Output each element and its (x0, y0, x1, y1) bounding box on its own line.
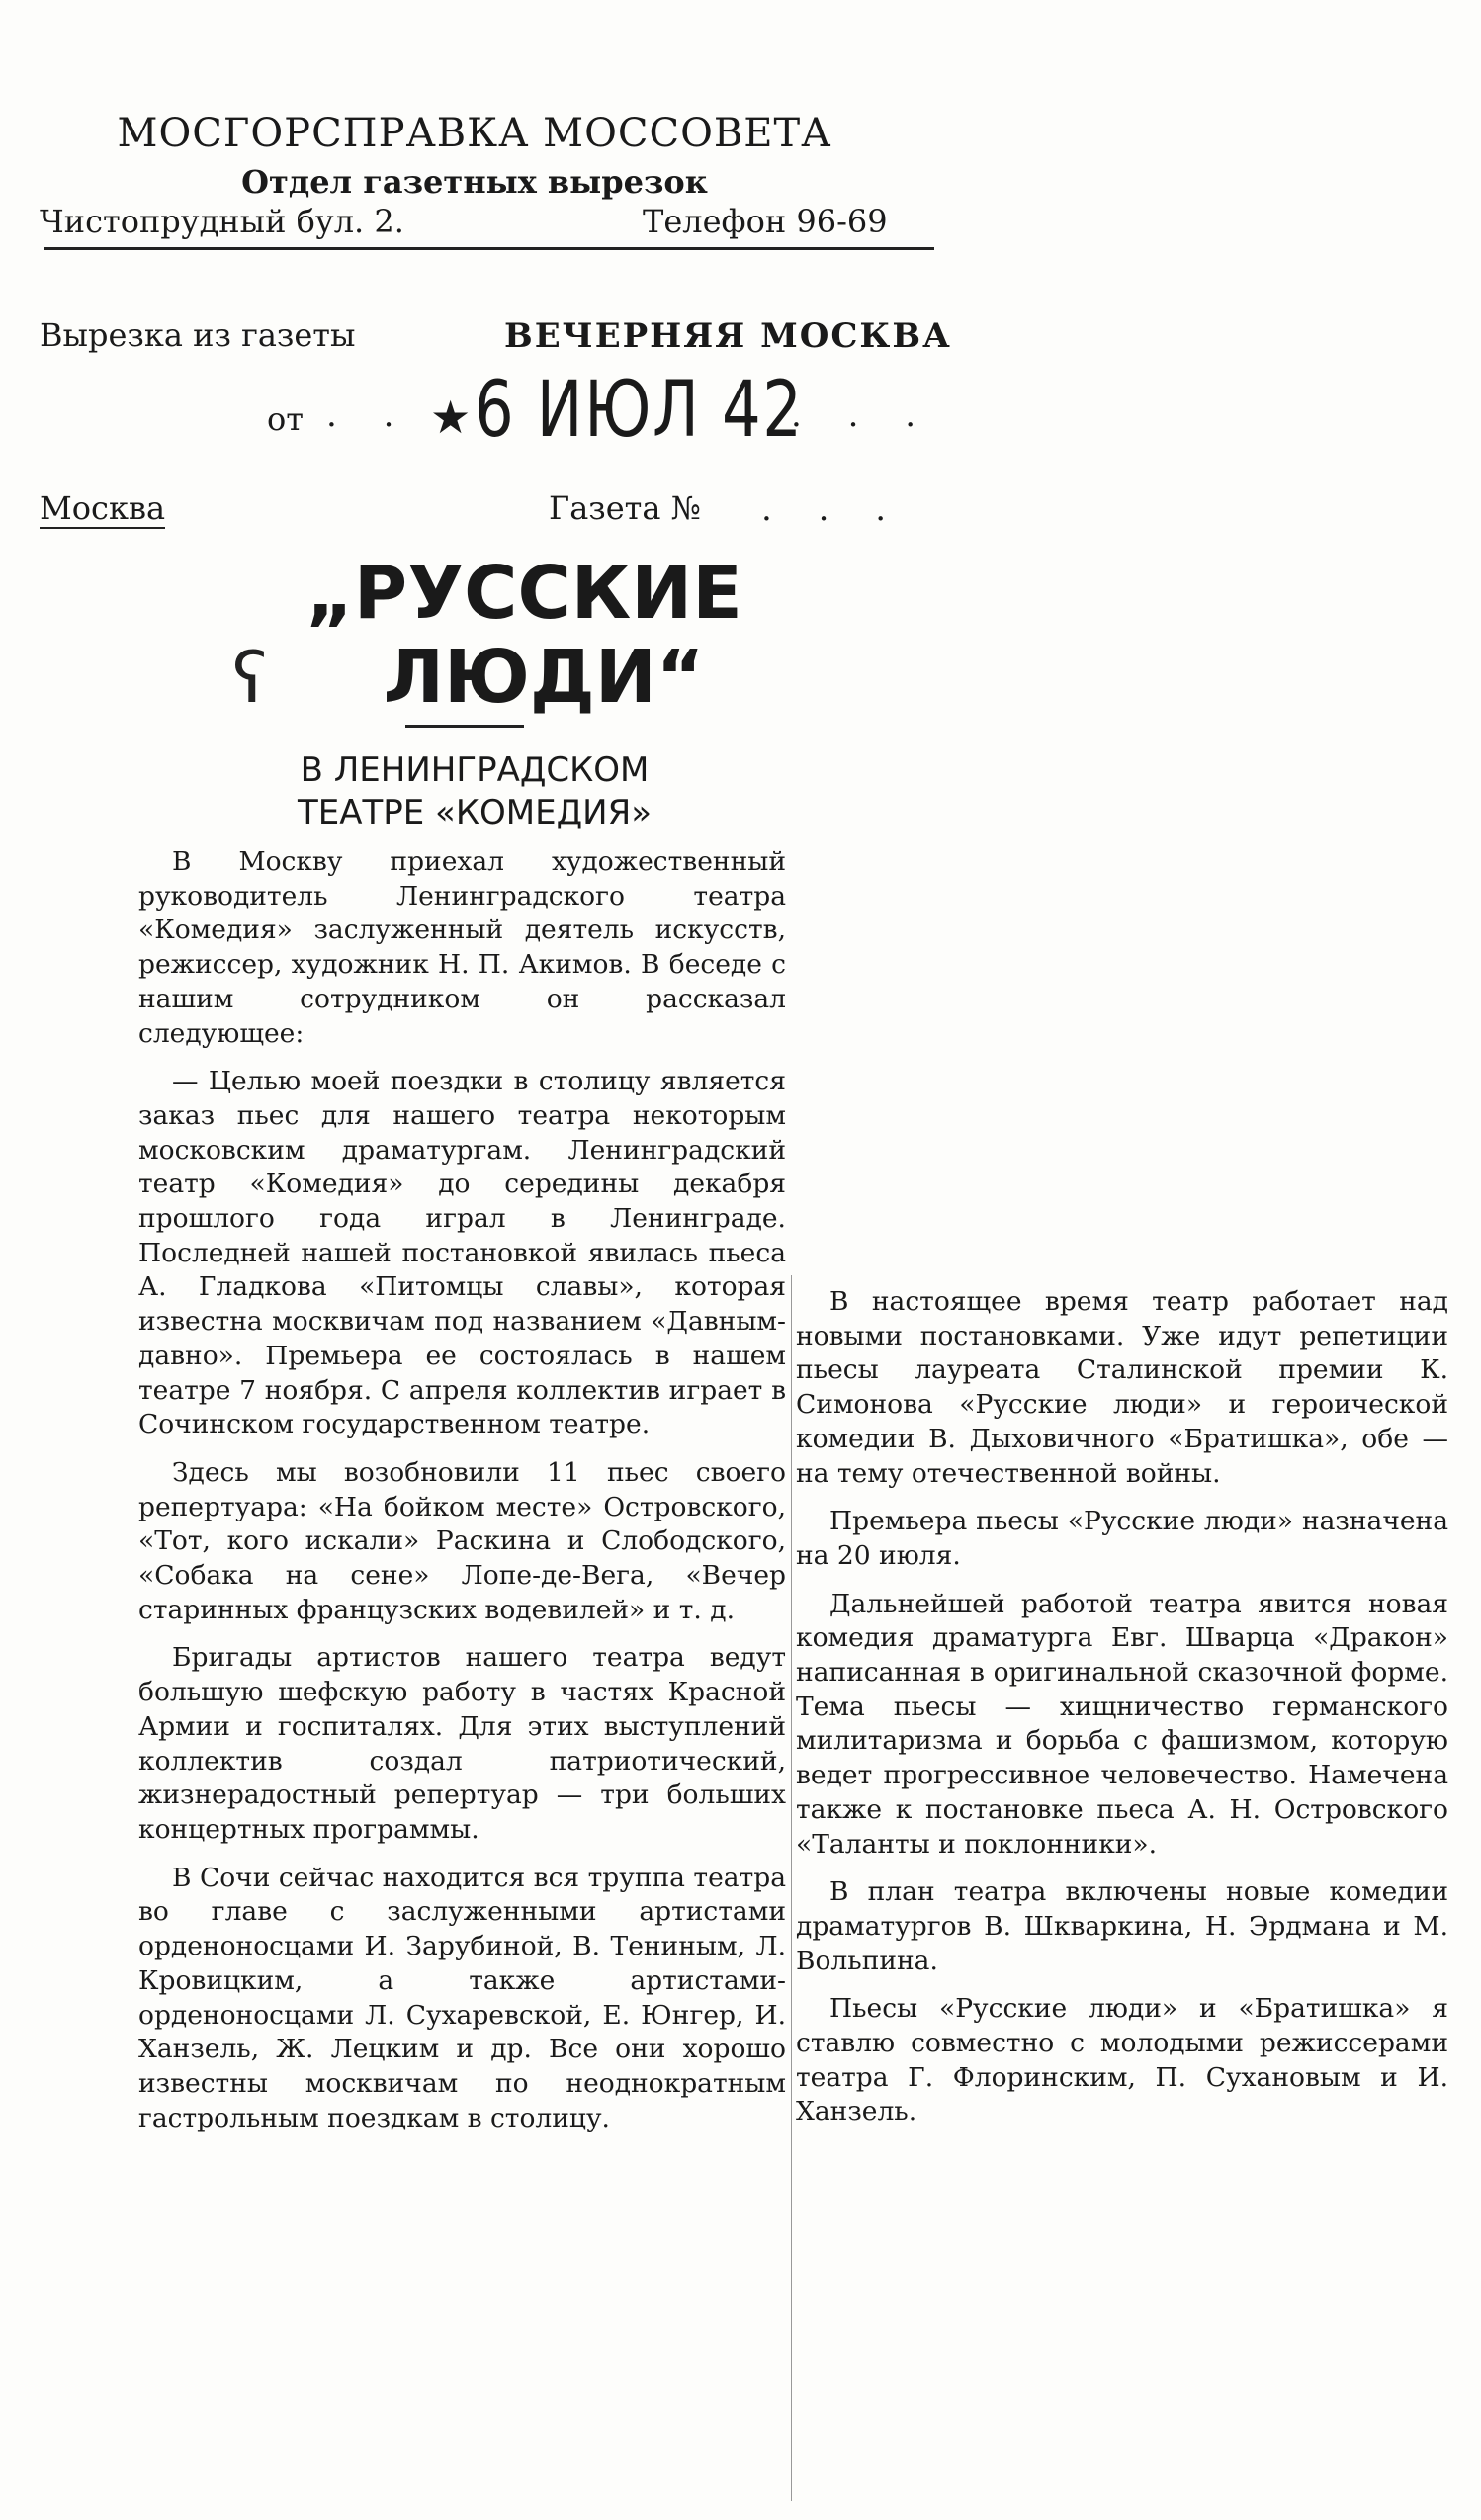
column-divider (791, 1275, 792, 2501)
paragraph: В план театра включены новые комедии драматургов В. Шкваркина, Н. Эрдмана и М. Вольпина. (796, 1876, 1448, 1976)
cutting-label: Вырезка из газеты (40, 316, 356, 354)
paragraph: Премьера пьесы «Русские люди» назначена на 20 июля. (796, 1506, 1448, 1571)
paragraph: В настоящее время театр работает над новыми постановками. Уже идут репетиции пьесы лауреата Сталинской премии К. Симонова «Русские люди» и героической комедии В. Дыховичного «Братишка», обе — на тему отечественной войны. (796, 1286, 1448, 1489)
department-name: Отдел газетных вырезок (241, 163, 708, 201)
article-column-left (138, 845, 786, 2149)
article-subtitle-line-1: В ЛЕНИНГРАДСКОМ (300, 750, 650, 790)
article-title-line-1: „РУССКИЕ (305, 551, 742, 636)
dot-leader: . . (326, 395, 412, 435)
pencil-mark-icon: ʕ (232, 638, 268, 719)
newspaper-name: ВЕЧЕРНЯЯ МОСКВА (504, 316, 952, 356)
address: Чистопрудный бул. 2. (40, 203, 404, 240)
article-column-right (796, 1285, 1448, 2143)
header-rule (44, 247, 934, 250)
paragraph: Здесь мы возобновили 11 пьес своего репертуара: «На бойком месте» Островского, «Тот, кого искали» Раскина и Слободского, «Собака на сене» Лопе-де-Вега, «Вечер старинных французских водевилей» и т. д. (138, 1456, 786, 1625)
paragraph: В Москву приехал художественный руководитель Ленинградского театра «Комедия» заслуженный деятель искусств, режиссер, художник Н. П. Акимов. В беседе с нашим сотрудником он рассказал следующее: (138, 846, 786, 1049)
city-label: Москва (40, 489, 166, 527)
paragraph: Дальнейшей работой театра явится новая комедия драматурга Евг. Шварца «Дракон» написанная в оригинальной сказочной форме. Тема пьесы — хищничество германского милитаризма и борьба с фашизмом, которую ведет прогрессивное человечество. Намечена также к постановке пьеса А. Н. Островского «Таланты и поклонники». (796, 1588, 1448, 1860)
phone: Телефон 96-69 (643, 203, 888, 240)
paragraph: — Целью моей поездки в столицу является заказ пьес для нашего театра некоторым московским драматургам. Ленинградский театр «Комедия» до середины декабря прошлого года играл в Ленинграде. Последней нашей постановкой явилась пьеса А. Гладкова «Питомцы славы», которая известна москвичам под названием «Давным-давно». Премьера ее состоялась в нашем театре 7 ноября. С апреля коллектив играет в Сочинском государственном театре. (138, 1066, 786, 1440)
title-rule (405, 725, 524, 728)
article-subtitle-line-2: ТЕАТРЕ «КОМЕДИЯ» (297, 793, 652, 832)
paragraph: Пьесы «Русские люди» и «Братишка» я ставлю совместно с молодыми режиссерами театра Г. Флоринским, П. Сухановым и И. Ханзель. (796, 1993, 1448, 2128)
paragraph: В Сочи сейчас находится вся труппа театра во главе с заслуженными артистами орденоносцами И. Зарубиной, В. Тениным, Л. Кровицким, а также артистами-орденоносцами Л. Сухаревской, Е. Юнгер, И. Ханзель, Ж. Лецким и др. Все они хорошо известны москвичам по неоднократным гастрольным поездкам в столицу. (138, 1862, 786, 2133)
article-title-line-2: ЛЮДИ“ (383, 635, 705, 720)
dot-leader: . . . (791, 395, 934, 435)
dot-leader: . . . (761, 489, 905, 529)
date-prefix: от (267, 400, 304, 438)
star-icon: ★ (430, 391, 472, 444)
date-stamp: 6 ИЮЛ 42 (475, 366, 804, 455)
bureau-name: МОСГОРСПРАВКА МОССОВЕТА (117, 111, 832, 156)
paragraph: Бригады артистов нашего театра ведут большую шефскую работу в частях Красной Армии и госпиталях. Для этих выступлений коллектив создал патриотический, жизнерадостный репертуар — три больших концертных программы. (138, 1642, 786, 1845)
issue-label: Газета № (549, 489, 701, 527)
